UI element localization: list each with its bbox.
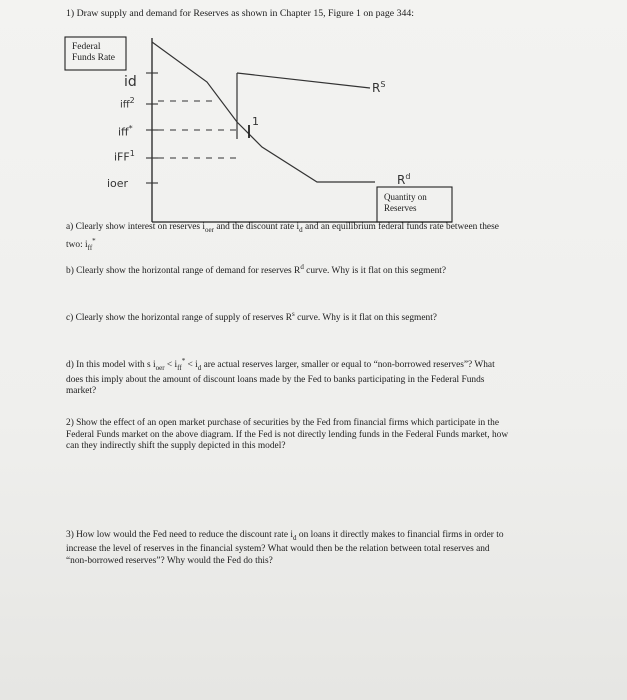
question-3-line1	[66, 530, 586, 544]
question-a	[66, 222, 566, 255]
x-axis-label	[384, 192, 427, 213]
question-b	[66, 262, 586, 278]
label-iff2-text: iff	[120, 99, 130, 111]
label-ioer	[107, 177, 128, 190]
label-ioer-text: ioer	[107, 177, 129, 190]
question-3	[66, 530, 586, 567]
demand-label	[397, 172, 410, 187]
equilibrium-label	[252, 115, 259, 128]
qd-t3: < i	[185, 360, 198, 371]
q3-sub: d	[293, 533, 297, 542]
supply-curve-flat-segment	[237, 73, 370, 88]
qd-t4: are actual reserves larger, smaller or equal to “non-borrowed reserves”? What	[201, 360, 495, 371]
question-2	[66, 418, 586, 453]
y-axis-label-line2: Funds Rate	[72, 53, 116, 63]
question-1-title-text: 1) Draw supply and demand for Reserves as shown in Chapter 15, Figure 1 on page 344:	[66, 8, 414, 19]
label-iff1-sup: 1	[129, 149, 135, 158]
qb-t1: b) Clearly show the horizontal range of demand for reserves R	[66, 266, 301, 277]
qd-sub2: ff	[177, 364, 182, 372]
qa-sub1: oer	[205, 225, 214, 234]
label-iffstar	[118, 124, 133, 139]
supply-demand-diagram	[0, 0, 627, 240]
question-2-line2: Federal Funds market on the above diagram. If the Fed is not directly lending funds in the Federal Funds market, how	[66, 429, 509, 440]
qa-sub3: ff	[87, 244, 93, 253]
equilibrium-label-text: 1	[252, 115, 259, 128]
question-3-line3: “non-borrowed reserves”? Why would the Fed do this?	[66, 555, 273, 566]
supply-label-sup: S	[380, 80, 386, 89]
qa-sup3: *	[92, 237, 96, 246]
label-id-text: id	[124, 74, 137, 90]
qa-t1: a) Clearly show interest on reserves i	[66, 222, 206, 232]
q3-t2: on loans it directly makes to financial firms in order to	[296, 530, 504, 540]
qd-sub1: oer	[155, 364, 165, 372]
label-iff2	[120, 96, 135, 110]
qd-t1: d) In this model with s i	[66, 360, 156, 371]
question-c	[66, 309, 586, 325]
question-2-line3: can they indirectly shift the supply depicted in this model?	[66, 441, 286, 451]
question-d-line2: does this imply about the amount of discount loans made by the Fed to banks participating in the Federal Funds	[66, 374, 485, 385]
qa-sub2: d	[299, 225, 303, 234]
question-a-line1	[66, 222, 566, 236]
label-iffstar-sup: *	[128, 124, 133, 133]
x-axis-label-line1: Quantity on	[384, 192, 427, 202]
question-d	[66, 356, 586, 398]
label-iff1-text: iFF	[114, 150, 130, 164]
question-d-line1	[66, 356, 586, 375]
qb-t2: curve. Why is it flat on this segment?	[303, 266, 447, 277]
qd-t2: < i	[164, 360, 178, 371]
qc-sup: s	[291, 310, 295, 318]
y-axis-label	[72, 42, 115, 64]
qc-t1: c) Clearly show the horizontal range of supply of reserves R	[66, 313, 292, 324]
qa-t4: two: i	[66, 240, 88, 251]
qb-sup: d	[300, 263, 304, 271]
label-iffstar-text: iff	[118, 125, 129, 139]
x-axis-label-line2: Reserves	[384, 202, 417, 213]
question-3-line2: increase the level of reserves in the financial system? What would then be the relation between total reserves and	[66, 544, 490, 555]
label-iff1	[114, 149, 135, 164]
supply-label-text: R	[372, 81, 381, 95]
question-a-line2	[66, 236, 566, 255]
qd-sup2: *	[181, 357, 186, 365]
demand-curve	[152, 42, 375, 182]
qa-t2: and the discount rate i	[213, 222, 300, 232]
label-iff2-sup: 2	[129, 96, 135, 105]
demand-label-text: R	[397, 173, 406, 187]
q3-t1: 3) How low would the Fed need to reduce the discount rate i	[66, 530, 294, 540]
label-id	[124, 74, 137, 90]
demand-label-sup: d	[405, 172, 411, 181]
question-2-line1: 2) Show the effect of an open market purchase of securities by the Fed from financial firms which participate in the	[66, 418, 500, 428]
supply-label	[372, 80, 385, 95]
question-d-line3: market?	[66, 386, 97, 396]
qa-t3: and an equilibrium federal funds rate between these	[302, 222, 499, 232]
qc-t2: curve. Why is it flat on this segment?	[294, 313, 437, 324]
qd-sub3: d	[197, 364, 202, 372]
y-axis-label-line1: Federal	[72, 42, 101, 52]
